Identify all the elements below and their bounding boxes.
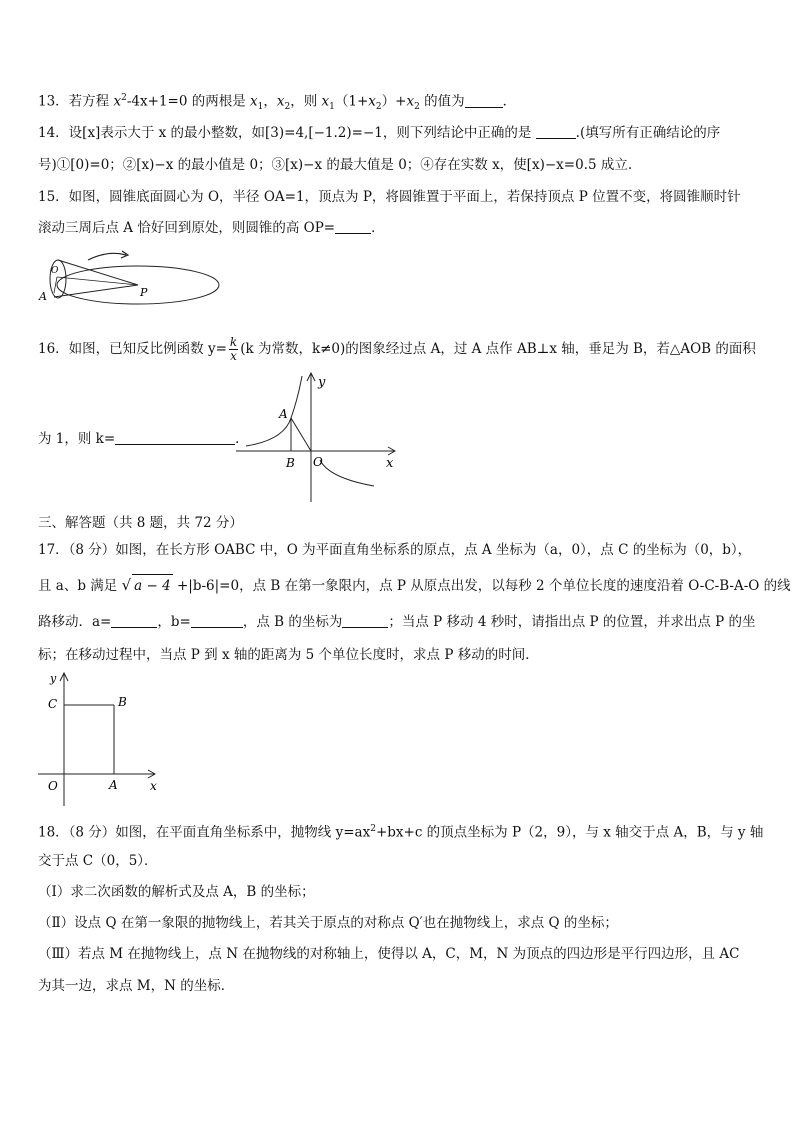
q18-text: 交于点 C（0，5）． <box>38 853 158 869</box>
q16-text: ． <box>235 431 249 447</box>
q14-text: 号)①[0)=0；②[x)−x 的最小值是 0；③[x)−x 的最大值是 0；④存在实数 x，使[x)−x=0.5 成立. <box>38 157 633 173</box>
q17-label-x: x <box>150 779 157 793</box>
q17-line-2: 且 a、b 满足 √ a − 4 +|b-6|=0，点 B 在第一象限内，点 P 从原点出发，以每秒 2 个单位长度的速度沿着 O-C-B-A-O 的线 <box>38 574 791 596</box>
q13-text: ． <box>502 93 517 110</box>
q18-text: （Ⅱ）设点 Q 在第一象限的抛物线上，若其关于原点的对称点 Q′也在抛物线上，求点 Q 的坐标； <box>38 915 618 931</box>
q18-sup: 2 <box>370 824 376 834</box>
q13-text: ，则 <box>290 93 322 110</box>
q15-answer-blank[interactable] <box>335 219 371 234</box>
q13-var: x <box>406 93 415 110</box>
q17-label-y: y <box>50 672 57 685</box>
q17-sqrt-radicand: a − 4 <box>132 574 173 597</box>
q17-label-B: B <box>118 695 127 709</box>
q16-label-B: B <box>286 456 295 470</box>
section-title: 三、解答题（共 8 题，共 72 分） <box>38 515 243 531</box>
q14-text: 14．设[x]表示大于 x 的最小整数，如[3)=4,[−1.2)=−1，则下列结论中正确的是 <box>38 125 532 141</box>
q16-text: 16．如图，已知反比例函数 y= <box>38 341 227 357</box>
q16-fraction-denominator: x <box>230 349 237 363</box>
q13-text: 13．若方程 <box>38 93 114 110</box>
q18-part-2 <box>38 914 618 932</box>
q17-rectangle-figure <box>36 668 166 808</box>
q13-sub: 2 <box>375 102 382 113</box>
q16-fraction-numerator: k <box>229 335 238 349</box>
q13-var: x <box>276 93 285 110</box>
q13-text: ， <box>263 93 277 110</box>
q18-part-1 <box>38 883 315 901</box>
q17-text: 17．（8 分）如图，在长方形 OABC 中，O 为平面直角坐标系的原点，点 A 坐标为（a，0），点 C 的坐标为（0，b）， <box>38 542 752 558</box>
q13-line <box>38 89 516 116</box>
q17-line-1 <box>38 541 751 559</box>
q17-blank-a[interactable] <box>111 613 157 628</box>
q18-text: +bx+c 的顶点坐标为 P（2，9），与 x 轴交于点 A，B，与 y 轴 <box>375 824 764 841</box>
q17-text: 路移动．a= <box>38 614 112 630</box>
q18-text: 为其一边，求点 M，N 的坐标． <box>38 978 235 994</box>
q18-text: （Ⅲ）若点 M 在抛物线上，点 N 在抛物线的对称轴上，使得以 A，C，M，N 为顶点的四边形是平行四边形，且 AC <box>38 946 740 962</box>
q17-label-A: A <box>109 778 118 792</box>
q15-text: 滚动三周后点 A 恰好回到原处，则圆锥的高 OP= <box>38 220 336 236</box>
q15-cone-figure <box>36 248 226 308</box>
q17-text: 标；在移动过程中，当点 P 到 x 轴的距离为 5 个单位长度时，求点 P 移动的时间． <box>38 647 539 663</box>
q16-hyperbola-figure <box>234 368 404 504</box>
q14-text: .(填写所有正确结论的序 <box>575 125 721 141</box>
q16-line-2 <box>38 430 249 448</box>
q14-answer-blank[interactable] <box>536 124 576 139</box>
q13-text: 的值为 <box>419 93 465 110</box>
q15-label-P: P <box>140 286 148 299</box>
q13-text: 的两根是 <box>187 93 251 110</box>
q16-fraction <box>229 336 238 363</box>
q17-line-4 <box>38 646 539 664</box>
q16-answer-blank[interactable] <box>115 430 235 445</box>
q13-var: x <box>321 93 330 110</box>
q13-sub: 2 <box>284 102 291 113</box>
q16-label-y: y <box>318 375 326 390</box>
q18-line-2 <box>38 852 158 870</box>
q17-line-3 <box>38 613 756 631</box>
q18-part-3-line-1 <box>38 945 740 963</box>
q18-text: （Ⅰ）求二次函数的解析式及点 A，B 的坐标； <box>38 884 315 900</box>
q14-line-1 <box>38 124 720 142</box>
q15-label-O: O <box>51 266 59 276</box>
q13-text: （1+ <box>334 93 369 110</box>
q18-part-3-line-2 <box>38 977 234 995</box>
q15-line-1 <box>38 188 741 206</box>
section-heading <box>38 514 243 532</box>
q17-blank-b[interactable] <box>191 613 243 628</box>
q16-label-O: O <box>313 455 323 469</box>
q18-line-1 <box>38 820 763 842</box>
q17-text: 且 a、b 满足 <box>38 578 122 594</box>
q18-text: 18．（8 分）如图，在平面直角坐标系中，抛物线 y=ax <box>38 824 371 841</box>
q17-blank-point-b[interactable] <box>342 613 388 628</box>
q17-text: ，点 B 的坐标为 <box>242 614 343 630</box>
q17-text: +|b-6|=0，点 B 在第一象限内，点 P 从原点出发，以每秒 2 个单位长度的速度沿着 O-C-B-A-O 的线 <box>172 578 791 594</box>
q16-label-A: A <box>279 407 288 421</box>
q17-label-O: O <box>48 779 58 793</box>
q15-label-A: A <box>39 290 47 303</box>
q13-sub: 1 <box>329 102 335 113</box>
q15-text: ． <box>371 220 385 236</box>
q16-label-x: x <box>386 456 394 471</box>
q17-text: ；当点 P 移动 4 秒时，请指出点 P 的位置，并求出点 P 的坐 <box>388 614 756 630</box>
q16-line-1 <box>38 335 756 363</box>
q13-sup: 2 <box>121 93 127 103</box>
q16-text: 为 1，则 k= <box>38 431 116 447</box>
q15-text: 15．如图，圆锥底面圆心为 O，半径 OA=1，顶点为 P，将圆锥置于平面上，若保持顶点 P 位置不变，将圆锥顺时针 <box>38 189 741 205</box>
q14-line-2 <box>38 156 632 174</box>
q15-line-2 <box>38 219 385 237</box>
q16-text: (k 为常数，k≠0)的图象经过点 A，过 A 点作 AB⊥x 轴，垂足为 B，若△AOB 的面积 <box>240 341 756 357</box>
q13-var: x <box>368 93 376 110</box>
q13-sub: 1 <box>257 102 264 113</box>
q17-label-C: C <box>48 697 58 711</box>
q13-var: x <box>250 93 258 110</box>
q13-answer-blank[interactable] <box>465 93 503 108</box>
q13-text: ）+ <box>381 93 407 110</box>
q13-var: x <box>113 93 122 110</box>
q13-sub: 2 <box>414 102 420 113</box>
q13-equation: -4x+1=0 <box>126 93 188 110</box>
q17-text: ，b= <box>157 614 191 630</box>
